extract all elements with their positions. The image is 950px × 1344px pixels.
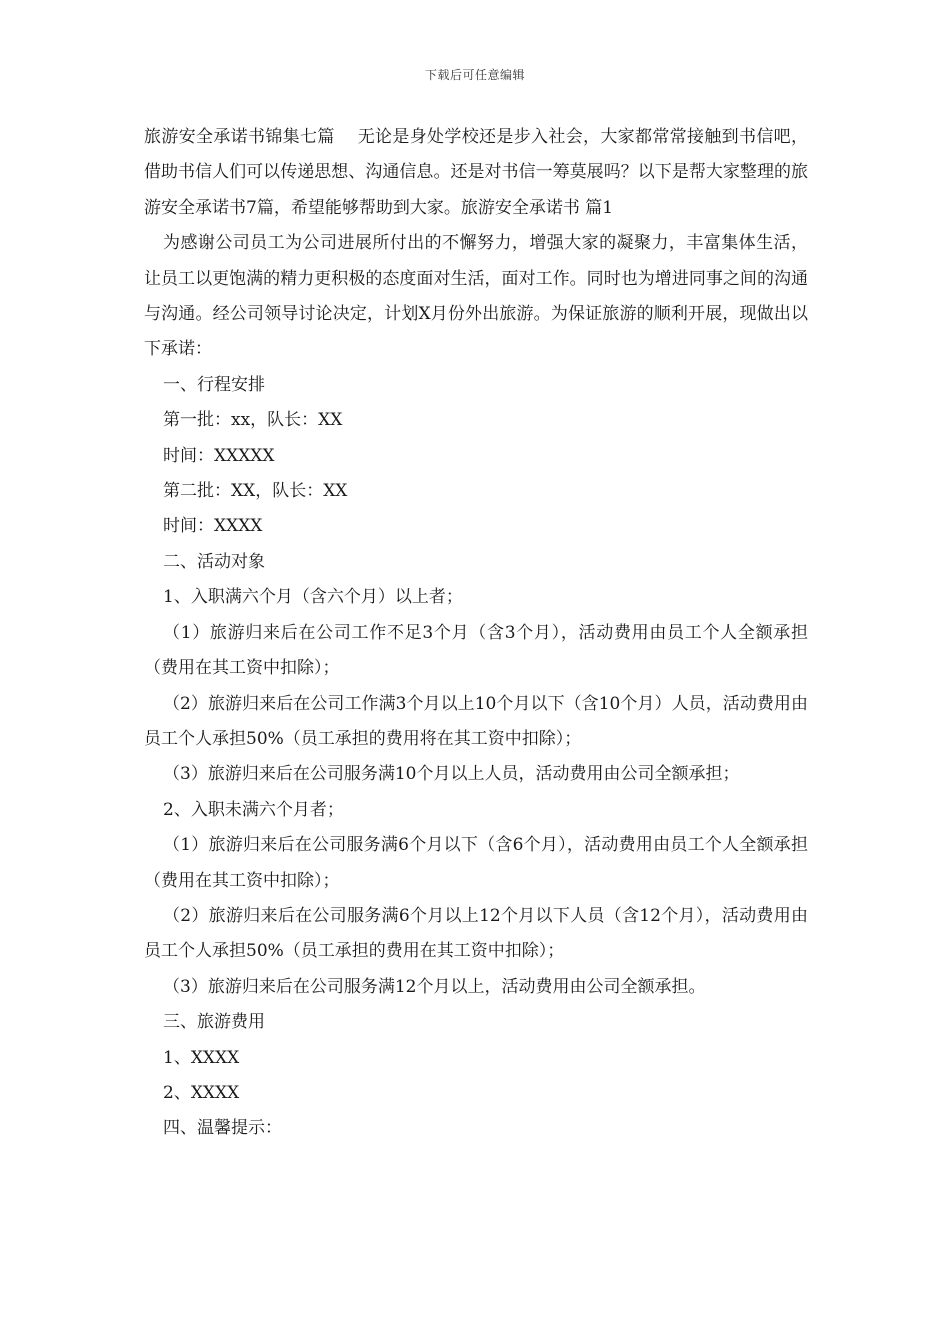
list-item: （3）旅游归来后在公司服务满12个月以上，活动费用由公司全额承担。 <box>163 976 706 997</box>
section-heading-participants: 二、活动对象 <box>163 551 265 572</box>
list-item: 1、XXXX <box>163 1047 240 1068</box>
batch-two-time-line: 时间：XXXX <box>163 516 263 537</box>
batch-two-line: 第二批：XX，队长：XX <box>163 481 348 502</box>
document-body <box>144 120 808 1147</box>
page-header-note: 下载后可任意编辑 <box>424 68 525 82</box>
list-item: （1）旅游归来后在公司服务满6个月以下（含6个月），活动费用由员工个人全额承担（费用在其工资中扣除）； <box>144 835 808 891</box>
list-item: （3）旅游归来后在公司服务满10个月以上人员，活动费用由公司全额承担； <box>163 764 740 785</box>
section-heading-tips: 四、温馨提示： <box>163 1118 282 1139</box>
batch-one-time-line: 时间：XXXXX <box>163 445 275 466</box>
list-item: 2、入职未满六个月者； <box>163 799 344 820</box>
purpose-paragraph: 为感谢公司员工为公司进展所付出的不懈努力，增强大家的凝聚力，丰富集体生活，让员工以更饱满的精力更积极的态度面对生活，面对工作。同时也为增进同事之间的沟通与沟通。经公司领导讨论决定，计划X月份外出旅游。为保证旅游的顺利开展，现做出以下承诺： <box>144 233 808 360</box>
list-item: （2）旅游归来后在公司服务满6个月以上12个月以下人员（含12个月），活动费用由员工个人承担50%（员工承担的费用在其工资中扣除）； <box>144 905 808 962</box>
list-item: （2）旅游归来后在公司工作满3个月以上10个月以下（含10个月）人员，活动费用由员工个人承担50%（员工承担的费用将在其工资中扣除）； <box>144 693 808 749</box>
section-heading-costs: 三、旅游费用 <box>163 1012 265 1033</box>
list-item: （1）旅游归来后在公司工作不足3个月（含3个月），活动费用由员工个人全额承担（费用在其工资中扣除）； <box>144 622 808 679</box>
list-item: 1、入职满六个月（含六个月）以上者； <box>163 587 463 608</box>
section-heading-itinerary: 一、行程安排 <box>163 374 265 395</box>
intro-paragraph: 旅游安全承诺书锦集七篇 无论是身处学校还是步入社会，大家都常常接触到书信吧，借助书信人们可以传递思想、沟通信息。还是对书信一筹莫展吗？以下是帮大家整理的旅游安全承诺书7篇，希望能够帮助到大家。旅游安全承诺书 篇1 <box>144 127 808 218</box>
list-item: 2、XXXX <box>163 1082 240 1103</box>
batch-one-line: 第一批：xx，队长：XX <box>163 410 343 431</box>
